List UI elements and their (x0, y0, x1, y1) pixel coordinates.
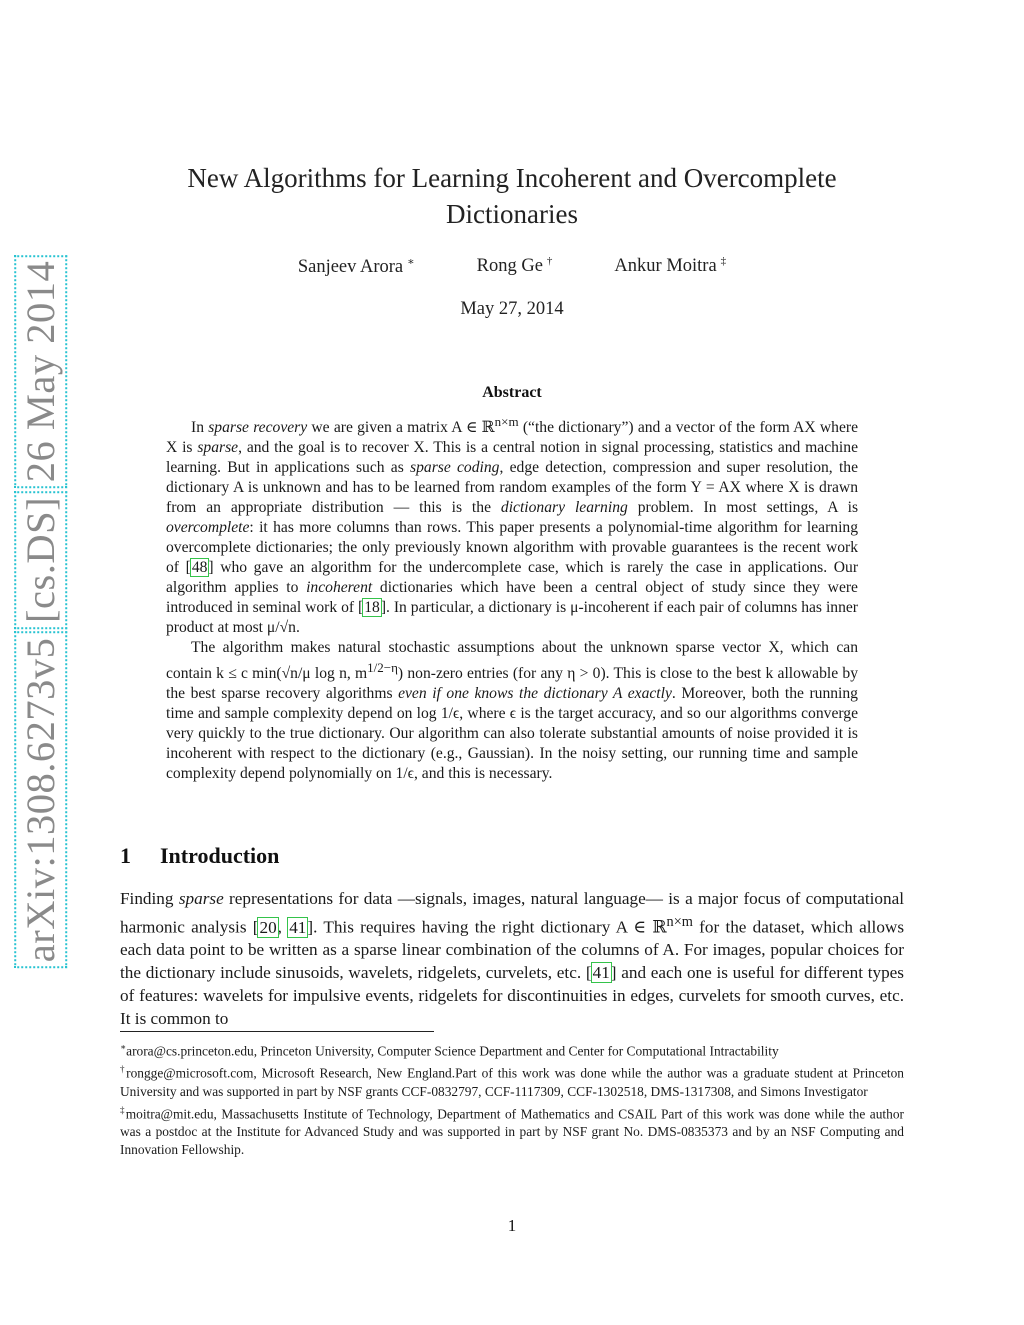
author: Sanjeev Arora ∗ (297, 256, 415, 278)
paper-title: New Algorithms for Learning Incoherent and Overcomplete Dictionaries (187, 163, 837, 229)
citation-link[interactable]: 48 (191, 559, 208, 577)
section-number: 1 (120, 843, 131, 868)
section-heading (120, 843, 904, 869)
abstract-paragraph: In sparse recovery we are given a matrix A ∈ ℝ$^{n\times m}$ (“the dictionary”) and a vector of the form AX where X is sparse, and the goal is to recover X. This is a central notion in signal processing, statistics and machine learning. But in applications such as sparse coding, edge detection, compression and super resolution, the dictionary A is unknown and has to be learned from random examples of the form Y = AX where X is drawn from an appropriate distribution — this is the dictionary learning problem. In most settings, A is overcomplete: it has more columns than rows. This paper presents a polynomial-time algorithm for learning overcomplete dictionaries; the only previously known algorithm with provable guarantees is the recent work of [48] who gave an algorithm for the undercomplete case, which is rarely the case in applications. Our algorithm applies to incoherent dictionaries which have been a central object of study since they were introduced in seminal work of [18]. In particular, a dictionary is μ-incoherent if each pair of columns has inner product at most μ/√n. (166, 414, 859, 637)
intro-body (120, 888, 904, 1031)
arxiv-stamp-text (18, 258, 65, 963)
abstract-paragraph: The algorithm makes natural stochastic assumptions about the unknown sparse vector X, which can contain k ≤ c min(√n/μ log n, $m^{1/2-\eta}$) non-zero entries (for any η > 0). This is close to the best k allowable by the best sparse recovery algorithms even if one knows the dictionary A exactly. Moreover, both the running time and sample complexity depend on log 1/ϵ, where ϵ is the target accuracy, and so our algorithms converge very quickly to the true dictionary. Our algorithm can also tolerate substantial amounts of noise provided it is incoherent with respect to the dictionary (e.g., Gaussian). In the noisy setting, our running time and sample complexity depend polynomially on 1/ϵ, and this is necessary. (166, 639, 858, 783)
abstract-heading: Abstract (482, 384, 542, 401)
author-footnote-mark[interactable]: † (546, 255, 553, 267)
arxiv-id-link[interactable]: arXiv:1308.6273v5 (18, 637, 64, 962)
footnotes (120, 1038, 904, 1159)
arxiv-stamp[interactable] (6, 260, 76, 962)
citation-link[interactable]: 41 (289, 917, 307, 937)
author: Rong Ge † (476, 255, 553, 277)
footnote: †rongge@microsoft.com, Microsoft Research, New England.Part of this work was done while the author was a graduate student at Princeton University and was supported in part by NSF grants CCF-0832797, CCF-1117309, CCF-1302518, DMS-1317308, and Simons Investigator (120, 1064, 904, 1099)
intro-paragraph: Finding sparse representations for data —signals, images, natural language— is a major focus of computational harmonic analysis [20, 41]. This requires having the right dictionary A ∈ ℝ$^{n\times m}$ for the dataset, which allows each data point to be written as a sparse linear combination of the columns of A. For images, popular choices for the dictionary include sinusoids, wavelets, ridgelets, curvelets, etc. [41] and each one is useful for different types of features: wavelets for impulsive events, ridgelets for discontinuities in edges, curvelets for smooth curves, etc. It is common to (120, 889, 905, 1028)
author: Ankur Moitra ‡ (614, 255, 727, 277)
arxiv-category: [cs.DS] (18, 496, 64, 623)
citation-link[interactable]: 41 (592, 963, 610, 983)
citation-link[interactable]: 20 (259, 917, 277, 937)
citation-link[interactable]: 18 (364, 599, 380, 617)
footnote: ‡moitra@mit.edu, Massachusetts Institute of Technology, Department of Mathematics and CSAIL Part of this work was done while the author was a postdoc at the Institute for Advanced Study and was supported in part by NSF grant No. DMS-0835373 and by an NSF Computing and Innovation Fellowship. (120, 1104, 905, 1158)
footnote: ∗arora@cs.princeton.edu, Princeton University, Computer Science Department and Center for Computational Intractability (120, 1042, 779, 1059)
footnote-divider (120, 1031, 434, 1032)
author-list (200, 255, 824, 278)
page-number: 1 (507, 1216, 517, 1235)
paper-date: May 27, 2014 (460, 299, 564, 319)
arxiv-date: 26 May 2014 (18, 260, 64, 482)
abstract-body (166, 412, 858, 784)
author-footnote-mark[interactable]: ‡ (720, 255, 727, 267)
section-title: Introduction (160, 843, 280, 868)
author-footnote-mark[interactable]: ∗ (407, 256, 415, 268)
